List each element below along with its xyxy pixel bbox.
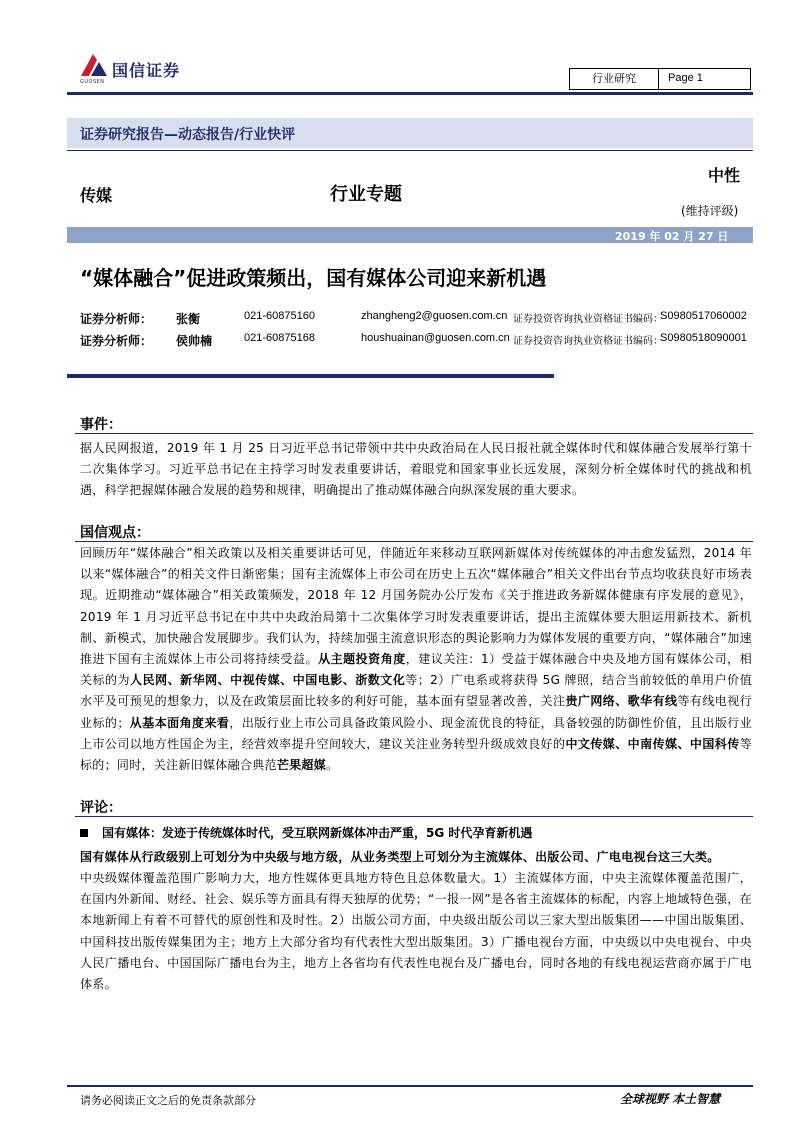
event-rule [75, 433, 753, 434]
review-text: 中央级媒体覆盖范围广影响力大，地方性媒体更具地方特色且总体数量大。1）主流媒体方面，中央主流媒体覆盖范围广，在国内外新闻、财经、社会、娱乐等方面具有得天独厚的优势；“一报一网”是各省主流媒体的标配，内容上地域特色强，在本地新闻上有着不可替代的原创性和及时性。2）出版公司方面，中央级出版公司以三家大型出版集团——中国出版集团、中国科技出版传媒集团为主；地方上大部分省均有代表性大型出版集团。3）广播电视台方面，中央级以中央电视台、中央人民广播电台、中国国际广播电台为主，地方上各省均有代表性电视台及广播电台，同时各地的有线电视运营商亦属于广电体系。 [80, 871, 752, 992]
guosen-logo-icon [79, 52, 109, 78]
analyst-label: 证券分析师： [80, 312, 153, 326]
analyst-row [80, 310, 752, 326]
view-text-part: ，出版行业上市公司具备政策风险小、现金流优良的特征，具备较强的防御性价值，且出版行业上市公司以地方性国企为主，经营效率提升空间较大，建议关注业务转型升级成效良好的 [80, 715, 753, 751]
analyst-email: zhangheng2@guosen.com.cn [361, 310, 508, 322]
view-text-part: 等有线电视行业标的； [80, 694, 753, 730]
view-text [80, 543, 752, 776]
view-bold-phrase: 从主题投资角度 [318, 652, 406, 667]
analyst-phone: 021-60875168 [244, 332, 315, 344]
report-type: 证券研究报告—动态报告/行业快评 [80, 127, 296, 143]
analyst-cert-label: 证券投资咨询执业资格证书编码： [513, 336, 663, 347]
review-rule [75, 816, 753, 817]
sector-name: 传媒 [80, 186, 113, 205]
report-title: “媒体融合”促进政策频出，国有媒体公司迎来新机遇 [80, 266, 547, 290]
analyst-phone: 021-60875160 [244, 310, 315, 322]
analyst-row [80, 332, 752, 348]
band-rule [67, 150, 753, 151]
view-rule [75, 541, 753, 542]
view-text-part: ，建议关注：1）受益于媒体融合中央及地方国有媒体公司，相关标的为 [80, 652, 753, 688]
event-heading: 事件： [80, 417, 122, 433]
event-text: 据人民网报道，2019 年 1 月 25 日习近平总书记带领中共中央政治局在人民日报社就全媒体时代和媒体融合发展举行第十二次集体学习。习近平总书记在主持学习时发表重要讲话，着眼党和国家事业长远发展，深刻分析全媒体时代的挑战和机遇，科学把握媒体融合发展的趋势和规律，明确提出了推动媒体融合向纵深发展的重大要求。 [80, 441, 752, 498]
bullet-square-icon [80, 829, 88, 837]
report-category: 行业研究 [570, 69, 659, 89]
footer-rule [67, 1085, 753, 1087]
analyst-label: 证券分析师： [80, 334, 153, 348]
view-text-part: 等标的；同时，关注新旧媒体融合典范 [80, 736, 753, 773]
analyst-cert-number: S0980517060002 [660, 310, 747, 322]
page-number: Page 1 [668, 72, 703, 84]
report-topic: 行业专题 [330, 184, 402, 205]
rating-note: (维持评级) [681, 204, 739, 218]
view-text-part: 回顾历年“媒体融合”相关政策以及相关重要讲话可见，伴随近年来移动互联网新媒体对传统媒体的冲击愈发猛烈，2014 年以来“媒体融合”的相关文件日渐密集；国有主流媒体上市公司在历史上五次“媒体融合”相关文件出台节点均收获良好市场表现。近期推动“媒体融合”相关政策频发，2018 年 12 月国务院办公厅发布《关于推进政务新媒体健康有序发展的意见》，2019 年 1 月习近平总书记在中共中央政治局第十二次集体学习时发表重要讲话，提出主流媒体要大胆运用新技术、新机制、新模式，加快融合发展脚步。我们认为，持续加强主流意识形态的舆论影响力为媒体发展的重要方向，“媒体融合”加速推进下国有主流媒体上市公司将持续受益。 [80, 546, 752, 667]
review-bullet [80, 824, 532, 841]
view-text-part: 。 [326, 758, 339, 773]
analyst-name: 侯帅楠 [176, 334, 213, 348]
section-divider [67, 374, 554, 378]
header-rule [67, 92, 753, 95]
view-text-part: 等；2）广电系或将获得 5G 牌照，结合当前较低的单用户价值水平及可预见的想象力，以及在政策层面比较多的利好可能，基本面有望显著改善，关注 [80, 673, 752, 709]
view-bold-phrase: 从基本面角度来看 [129, 715, 230, 730]
view-bold-phrase: 芒果超媒 [276, 758, 327, 773]
footer-disclaimer: 请务必阅读正文之后的免责条款部分 [80, 1094, 256, 1107]
analyst-cert-number: S0980518090001 [660, 332, 747, 344]
view-bold-phrase: 人民网、新华网、中视传媒、中国电影、浙数文化 [130, 673, 406, 688]
analyst-name: 张衡 [176, 312, 201, 326]
company-logo-text: 国信证券 [112, 61, 181, 80]
analyst-cert-label: 证券投资咨询执业资格证书编码： [513, 314, 663, 325]
view-bold-phrase: 贵广网络、歌华有线 [565, 694, 678, 709]
analyst-email: houshuainan@guosen.com.cn [361, 332, 510, 344]
rating: 中性 [708, 166, 741, 185]
review-heading: 评论： [80, 800, 122, 816]
view-heading: 国信观点： [80, 525, 150, 541]
footer-slogan: 全球视野 本土智慧 [620, 1092, 721, 1106]
review-bold-line: 国有媒体从行政级别上可划分为中央级与地方级，从业务类型上可划分为主流媒体、出版公司、广电电视台这三大类。 [80, 850, 720, 864]
view-bold-phrase: 中文传媒、中南传媒、中国科传 [565, 736, 740, 751]
review-bullet-text: 国有媒体：发迹于传统媒体时代，受互联网新媒体冲击严重，5G 时代孕育新机遇 [102, 826, 533, 840]
report-date: 2019 年 02 月 27 日 [615, 230, 729, 243]
company-logo-subtext: GUOSEN [80, 79, 105, 85]
